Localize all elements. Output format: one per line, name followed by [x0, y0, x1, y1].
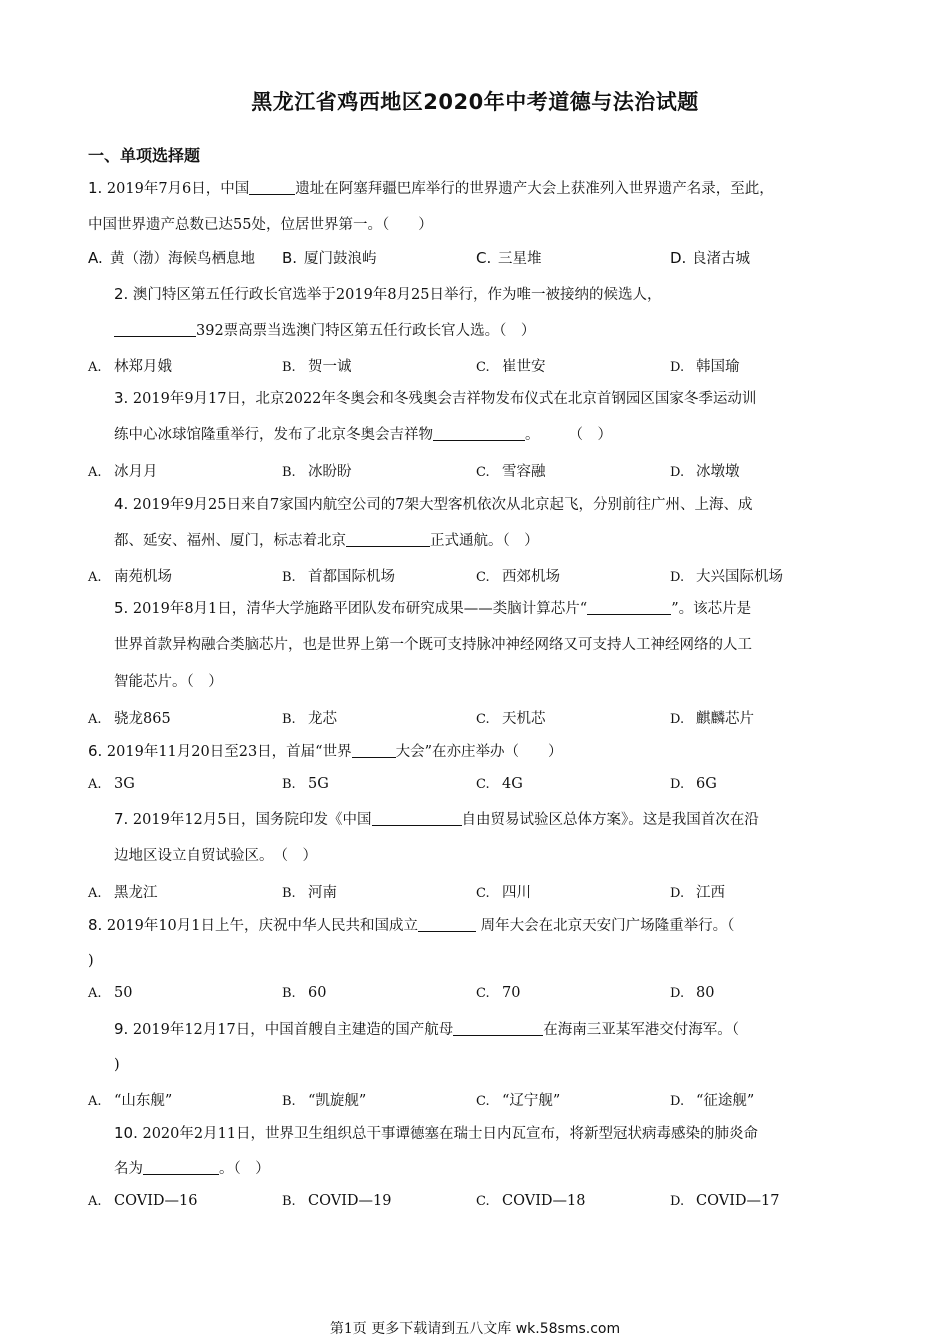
question-5-line-3: 智能芯片。（ ） — [114, 674, 223, 690]
question-10-line-1: 10. 2020年2月11日，世界卫生组织总干事谭德塞在瑞士日内瓦宣布，将新型冠状病毒感染的肺炎命 — [114, 1124, 759, 1142]
option-c: C. 崔世安 — [476, 359, 546, 375]
page-footer — [0, 1318, 950, 1338]
question-1-line-2: 中国世界遗产总数已达55处，位居世界第一。（ ） — [88, 217, 433, 233]
section-heading: 一、单项选择题 — [88, 146, 201, 165]
option-d: D. 大兴国际机场 — [670, 569, 783, 585]
option-d: D. COVID—17 — [670, 1193, 780, 1209]
page-title: 黑龙江省鸡西地区2020年中考道德与法治试题 — [251, 90, 699, 114]
question-number: 4. — [114, 495, 129, 513]
option-a: A. 黑龙江 — [88, 885, 158, 901]
question-9-line-2: ) — [114, 1057, 120, 1073]
question-8-line-2: ) — [88, 953, 94, 969]
option-a: A. 骁龙865 — [88, 711, 171, 727]
answer-blank — [114, 320, 196, 337]
question-number: 3. — [114, 389, 129, 407]
question-3-line-1: 3. 2019年9月17日，北京2022年冬奥会和冬残奥会吉祥物发布仪式在北京首钢园区国家冬季运动训 — [114, 389, 757, 407]
option-c: C. 4G — [476, 776, 523, 792]
option-b: B. 5G — [282, 776, 329, 792]
question-number: 6. — [88, 742, 103, 760]
answer-blank — [143, 1158, 219, 1175]
option-c: C. 天机芯 — [476, 711, 546, 727]
footer-text: 更多下载请到五八文库 — [366, 1321, 516, 1337]
question-4-line-2: 都、延安、福州、厦门，标志着北京 正式通航。（ ） — [114, 523, 539, 559]
answer-blank — [418, 915, 476, 932]
option-d: D. 江西 — [670, 885, 725, 901]
page-number: 第1页 — [329, 1321, 367, 1337]
question-2-line-2: 392票高票当选澳门特区第五任行政长官人选。（ ） — [114, 313, 535, 349]
option-c: C. 西郊机场 — [476, 569, 560, 585]
option-a: A. 50 — [88, 985, 133, 1001]
question-number: 1. — [88, 179, 103, 197]
footer-site-link[interactable]: wk.58sms.com — [515, 1321, 621, 1337]
option-c: C. 雪容融 — [476, 464, 546, 480]
question-10-line-2: 名为 。（ ） — [114, 1151, 270, 1187]
option-d: D. 良渚古城 — [670, 249, 750, 267]
option-b: B. 首都国际机场 — [282, 569, 395, 585]
option-a: A. 南苑机场 — [88, 569, 172, 585]
option-d: D. 麒麟芯片 — [670, 711, 754, 727]
question-number: 10. — [114, 1124, 138, 1142]
option-d: D. “征途舰” — [670, 1093, 755, 1109]
option-c: C. “辽宁舰” — [476, 1093, 561, 1109]
question-5-line-1: 5. 2019年8月1日，清华大学施路平团队发布研究成果——类脑计算芯片“ ”。该芯片是 — [114, 599, 752, 617]
option-b: B. COVID—19 — [282, 1193, 392, 1209]
answer-blank — [249, 178, 295, 195]
answer-blank — [433, 424, 525, 441]
option-b: B. 厦门鼓浪屿 — [282, 249, 377, 267]
option-a: A. 3G — [88, 776, 135, 792]
question-8-line-1: 8. 2019年10月1日上午，庆祝中华人民共和国成立 周年大会在北京天安门广场隆重举行。（ — [88, 916, 735, 934]
option-b: B. 60 — [282, 985, 327, 1001]
question-number: 7. — [114, 810, 129, 828]
option-b: B. 龙芯 — [282, 711, 337, 727]
option-d: D. 80 — [670, 985, 715, 1001]
answer-blank — [352, 741, 396, 758]
option-a: A. 林郑月娥 — [88, 359, 172, 375]
question-number: 9. — [114, 1020, 129, 1038]
option-a: A. 冰月月 — [88, 464, 158, 480]
answer-blank — [587, 598, 671, 615]
option-a: A. 黄（渤）海候鸟栖息地 — [88, 249, 255, 267]
question-7-line-2: 边地区设立自贸试验区。 （ ） — [114, 848, 317, 864]
option-c: C. 四川 — [476, 885, 531, 901]
option-d: D. 韩国瑜 — [670, 359, 740, 375]
answer-blank — [372, 809, 462, 826]
option-d: D. 6G — [670, 776, 717, 792]
question-5-line-2: 世界首款异构融合类脑芯片，也是世界上第一个既可支持脉冲神经网络又可支持人工神经网络的人工 — [114, 637, 752, 653]
answer-blank — [346, 530, 430, 547]
question-9-line-1: 9. 2019年12月17日，中国首艘自主建造的国产航母 在海南三亚某军港交付海军。（ — [114, 1020, 739, 1038]
question-3-line-2: 练中心冰球馆隆重举行，发布了北京冬奥会吉祥物 。 （ ） — [114, 417, 612, 453]
option-c: C. COVID—18 — [476, 1193, 586, 1209]
option-a: A. “山东舰” — [88, 1093, 173, 1109]
option-c: C. 70 — [476, 985, 521, 1001]
question-1-line-1: 1. 2019年7月6日，中国 遗址在阿塞拜疆巴库举行的世界遗产大会上获准列入世界遗产名录，至此， — [88, 179, 774, 197]
question-6-line-1: 6. 2019年11月20日至23日，首届“世界 大会”在亦庄举办（ ） — [88, 742, 563, 760]
question-number: 8. — [88, 916, 103, 934]
question-2-line-1: 2. 澳门特区第五任行政长官选举于2019年8月25日举行，作为唯一被接纳的候选人， — [114, 285, 662, 303]
option-b: B. 贺一诚 — [282, 359, 352, 375]
option-c: C. 三星堆 — [476, 249, 542, 267]
question-7-line-1: 7. 2019年12月5日，国务院印发《中国 自由贸易试验区总体方案》。这是我国首次在沿 — [114, 810, 759, 828]
answer-blank — [453, 1019, 543, 1036]
question-number: 5. — [114, 599, 129, 617]
option-b: B. 河南 — [282, 885, 337, 901]
option-b: B. 冰盼盼 — [282, 464, 352, 480]
option-b: B. “凯旋舰” — [282, 1093, 367, 1109]
option-d: D. 冰墩墩 — [670, 464, 740, 480]
question-4-line-1: 4. 2019年9月25日来自7家国内航空公司的7架大型客机依次从北京起飞，分别前往广州、上海、成 — [114, 495, 753, 513]
option-a: A. COVID—16 — [88, 1193, 198, 1209]
question-number: 2. — [114, 285, 129, 303]
